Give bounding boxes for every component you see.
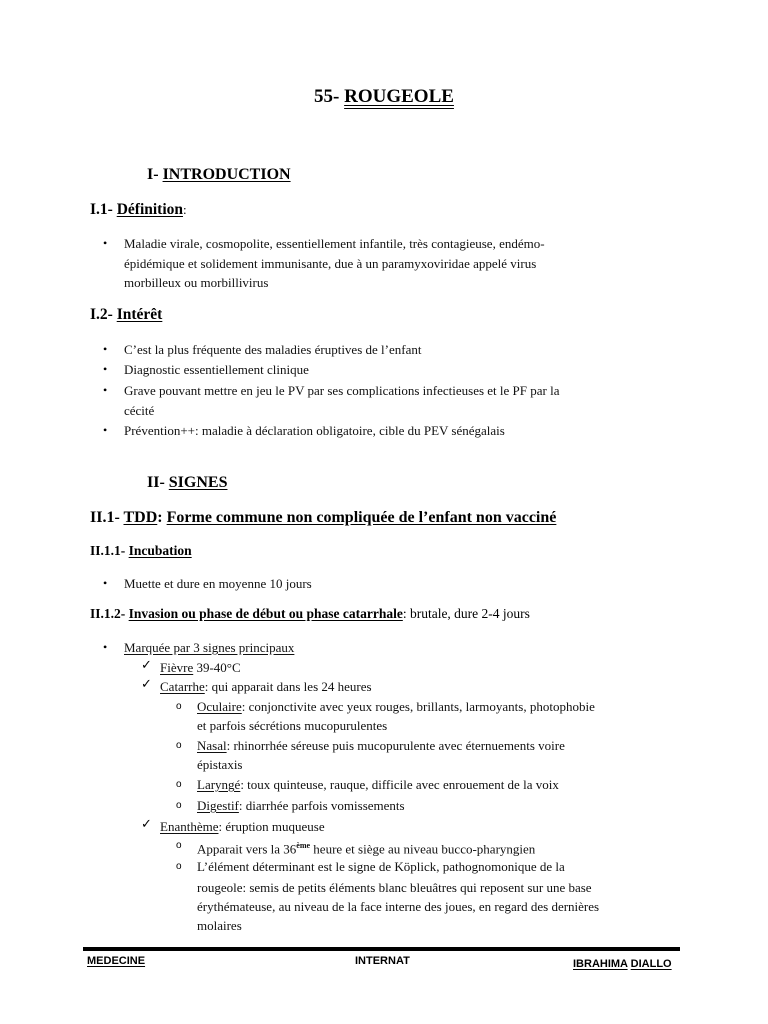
enantheme-item-2-line-1: L’élément déterminant est le signe de Köplick, pathognomonique de la — [197, 859, 565, 874]
subsection-title: Définition — [116, 201, 184, 218]
subsection-heading-definition — [90, 201, 187, 219]
subsection-heading-interet — [90, 306, 162, 324]
heading-incubation — [90, 543, 192, 559]
enantheme-item-2-line-2: rougeole: semis de petits éléments blanc bleuâtres qui reposent sur une base — [197, 880, 592, 895]
invasion-main-item: Marquée par 3 signes principaux — [124, 640, 295, 655]
footer-center: INTERNAT — [355, 955, 410, 967]
interet-item-2: Diagnostic essentiellement clinique — [124, 362, 309, 377]
footer-author-last: DIALLO — [630, 958, 672, 970]
sign-text: 39-40°C — [193, 660, 241, 675]
sign-label: Oculaire — [197, 699, 242, 714]
catarrhe-nasal — [197, 736, 565, 756]
bullet-icon: • — [103, 640, 108, 654]
catarrhe-nasal-cont: épistaxis — [197, 757, 243, 772]
bullet-icon: • — [103, 362, 108, 376]
title-number: 55- — [314, 86, 345, 107]
heading-number: II.1.2- — [90, 606, 129, 621]
heading-title: Invasion ou phase de début ou phase catarrhale — [128, 606, 403, 621]
section-title: SIGNES — [168, 474, 228, 491]
footer-right — [573, 958, 672, 970]
footer-author-first: IBRAHIMA — [573, 958, 628, 970]
subsection-suffix: : — [183, 202, 187, 217]
incubation-item: Muette et dure en moyenne 10 jours — [124, 576, 312, 591]
subsection-heading-tdd — [90, 509, 556, 527]
interet-item-3-cont: cécité — [124, 403, 155, 418]
bullet-icon: • — [103, 236, 108, 250]
definition-line-2: épidémique et solidement immunisante, due à un paramyxoviridae appelé virus — [124, 256, 537, 271]
sign-text: : éruption muqueuse — [218, 819, 325, 834]
sign-text: : conjonctivite avec yeux rouges, brillants, larmoyants, photophobie — [241, 699, 595, 714]
tdd-colon: : — [157, 509, 163, 526]
enantheme-item-2-line-4: molaires — [197, 918, 242, 933]
sign-label: Enanthème — [160, 819, 219, 834]
footer-rule — [83, 947, 680, 951]
interet-item-1: C’est la plus fréquente des maladies éruptives de l’enfant — [124, 342, 422, 357]
sign-enantheme — [160, 817, 325, 837]
circle-bullet-icon: o — [176, 779, 182, 790]
heading-invasion — [90, 606, 530, 622]
catarrhe-digestif — [197, 796, 405, 816]
catarrhe-oculaire-cont: et parfois sécrétions mucopurulentes — [197, 718, 388, 733]
sign-label: Catarrhe — [160, 679, 205, 694]
bullet-icon: • — [103, 576, 108, 590]
heading-suffix: : brutale, dure 2-4 jours — [402, 606, 530, 621]
footer-left: MEDECINE — [87, 955, 146, 967]
sign-fievre — [160, 658, 241, 678]
section-heading-signes — [147, 474, 227, 492]
section-title: INTRODUCTION — [162, 166, 291, 183]
tdd-label: TDD — [123, 509, 158, 526]
sign-label: Laryngé — [197, 777, 241, 792]
sign-text: : rhinorrhée séreuse puis mucopurulente avec éternuements voire — [226, 738, 565, 753]
circle-bullet-icon: o — [176, 861, 182, 872]
definition-line-3: morbilleux ou morbillivirus — [124, 275, 269, 290]
section-number: I- — [147, 166, 163, 183]
circle-bullet-icon: o — [176, 800, 182, 811]
catarrhe-larynge — [197, 775, 559, 795]
heading-number: II.1.1- — [90, 543, 129, 558]
bullet-icon: • — [103, 342, 108, 356]
title-text: ROUGEOLE — [344, 86, 454, 107]
catarrhe-oculaire — [197, 697, 595, 717]
superscript: ème — [296, 841, 311, 850]
enantheme-item-2-line-3: érythémateuse, au niveau de la face interne des joues, en regard des dernières — [197, 899, 600, 914]
subsection-number: II.1- — [90, 509, 124, 526]
item-text: Apparait vers la 36 — [197, 841, 297, 857]
interet-item-4: Prévention++: maladie à déclaration obligatoire, cible du PEV sénégalais — [124, 423, 505, 438]
subsection-number: I.1- — [90, 201, 117, 218]
page-title — [0, 86, 768, 108]
check-icon: ✓ — [141, 658, 152, 673]
subsection-title: Forme commune non compliquée de l’enfant non vacciné — [166, 509, 557, 526]
bullet-icon: • — [103, 383, 108, 397]
section-heading-introduction — [147, 166, 291, 184]
check-icon: ✓ — [141, 817, 152, 832]
sign-text: : toux quinteuse, rauque, difficile avec enrouement de la voix — [240, 777, 559, 792]
subsection-number: I.2- — [90, 306, 117, 323]
sign-label: Fièvre — [160, 660, 194, 675]
definition-line-1: Maladie virale, cosmopolite, essentiellement infantile, très contagieuse, endémo- — [124, 236, 545, 251]
sign-label: Nasal — [197, 738, 227, 753]
subsection-title: Intérêt — [116, 306, 163, 323]
circle-bullet-icon: o — [176, 701, 182, 712]
sign-label: Digestif — [197, 798, 239, 813]
sign-catarrhe — [160, 677, 372, 697]
bullet-icon: • — [103, 423, 108, 437]
sign-text: : qui apparait dans les 24 heures — [204, 679, 372, 694]
item-text: heure et siège au niveau bucco-pharyngien — [310, 841, 536, 857]
enantheme-item-1 — [197, 836, 535, 859]
sign-text: : diarrhée parfois vomissements — [238, 798, 405, 813]
circle-bullet-icon: o — [176, 840, 182, 851]
check-icon: ✓ — [141, 677, 152, 692]
section-number: II- — [147, 474, 169, 491]
heading-title: Incubation — [128, 543, 192, 558]
interet-item-3: Grave pouvant mettre en jeu le PV par ses complications infectieuses et le PF par la — [124, 383, 560, 398]
circle-bullet-icon: o — [176, 740, 182, 751]
